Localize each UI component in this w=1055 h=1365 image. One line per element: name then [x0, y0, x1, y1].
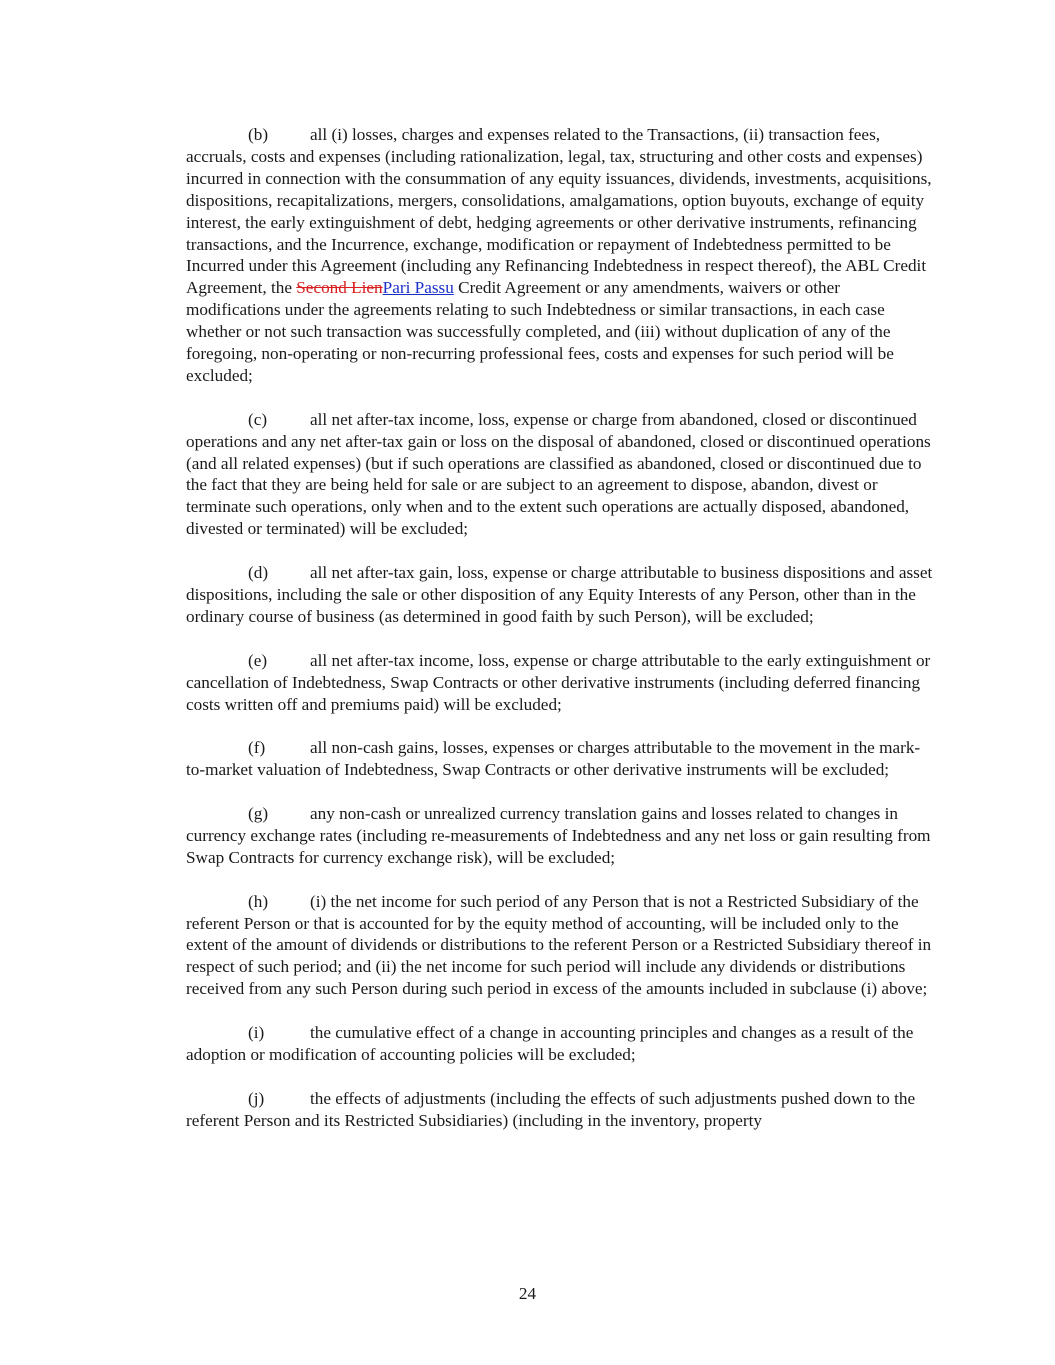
clause-label: (f)	[248, 738, 266, 758]
clause-d	[186, 562, 933, 628]
clause-label: (e)	[248, 650, 268, 670]
clause-j	[186, 1088, 933, 1132]
clause-label: (b)	[248, 125, 269, 144]
clause-h	[186, 891, 933, 1001]
clause-text: all (i) losses, charges and expenses related to the Transactions, (ii) transaction fees, accruals, costs and expenses (including rationalization, legal, tax, structuring and other costs and expenses) incurred in connection with the consummation of any equity issuances, dividends, investments, acquisitions, dispositions, recapitalizations, mergers, consolidations, amalgamations, option buyouts, exchange of equity interest, the early extinguishment of debt, hedging agreements or other derivative instruments, refinancing transactions, and the Incurrence, exchange, modification or repayment of Indebtedness permitted to be Incurred under this Agreement (including any Refinancing Indebtedness in respect thereof), the ABL Credit Agreement, the	[186, 125, 932, 298]
clause-text: any non-cash or unrealized currency translation gains and losses related to changes in currency exchange rates (including re-measurements of Indebtedness and any net loss or gain resulting from Swap Contracts for currency exchange risk), will be excluded;	[186, 804, 931, 867]
clause-b	[186, 124, 933, 387]
clause-i	[186, 1022, 933, 1066]
clause-label: (g)	[248, 804, 269, 824]
clause-text: Credit Agreement or any amendments, waivers or other modifications under the agreements relating to such Indebtedness or similar transactions, in each case whether or not such transaction was successfully completed, and (iii) without duplication of any of the foregoing, non-operating or non-recurring professional fees, costs and expenses for such period will be excluded;	[186, 278, 894, 385]
clause-text: all net after-tax gain, loss, expense or charge attributable to business dispositions and asset dispositions, including the sale or other disposition of any Equity Interests of any Person, other than in the ordinary course of business (as determined in good faith by such Person), will be excluded;	[186, 563, 933, 626]
clause-label: (j)	[248, 1088, 265, 1108]
clause-text: the effects of adjustments (including the effects of such adjustments pushed down to the referent Person and its Restricted Subsidiaries) (including in the inventory, property	[186, 1088, 916, 1130]
clause-label: (c)	[248, 409, 268, 429]
inserted-text: Pari Passu	[382, 278, 454, 298]
clause-f	[186, 737, 933, 781]
clause-c	[186, 409, 933, 540]
clause-text: (i) the net income for such period of any Person that is not a Restricted Subsidiary of the referent Person or that is accounted for by the equity method of accounting, will be included only to the extent of the amount of dividends or distributions to the referent Person or a Restricted Subsidiary thereof in respect of such period; and (ii) the net income for such period will include any dividends or distributions received from any such Person during such period in excess of the amounts included in subclause (i) above;	[186, 891, 932, 999]
clause-g	[186, 803, 933, 869]
clause-text: the cumulative effect of a change in accounting principles and changes as a result of the adoption or modification of accounting policies will be excluded;	[186, 1023, 914, 1064]
clause-label: (h)	[248, 891, 269, 911]
page-number: 24	[518, 1284, 537, 1303]
clause-text: all net after-tax income, loss, expense or charge attributable to the early extinguishment or cancellation of Indebtedness, Swap Contracts or other derivative instruments (including deferred financing costs written off and premiums paid) will be excluded;	[186, 650, 931, 714]
clause-e	[186, 650, 933, 716]
body-text	[186, 124, 933, 1153]
clause-text: all non-cash gains, losses, expenses or charges attributable to the movement in the mark-to-market valuation of Indebtedness, Swap Contracts or other derivative instruments will be excluded;	[186, 738, 921, 780]
clause-text: all net after-tax income, loss, expense or charge from abandoned, closed or discontinued operations and any net after-tax gain or loss on the disposal of abandoned, closed or discontinued operations (and all related expenses) (but if such operations are classified as abandoned, closed or discontinued due to the fact that they are being held for sale or are subject to an agreement to dispose, abandon, divest or terminate such operations, only when and to the extent such operations are actually disposed, abandoned, divested or terminated) will be excluded;	[186, 409, 931, 539]
deleted-text: Second Lien	[296, 278, 383, 298]
clause-label: (i)	[248, 1023, 265, 1043]
clause-label: (d)	[248, 563, 269, 583]
